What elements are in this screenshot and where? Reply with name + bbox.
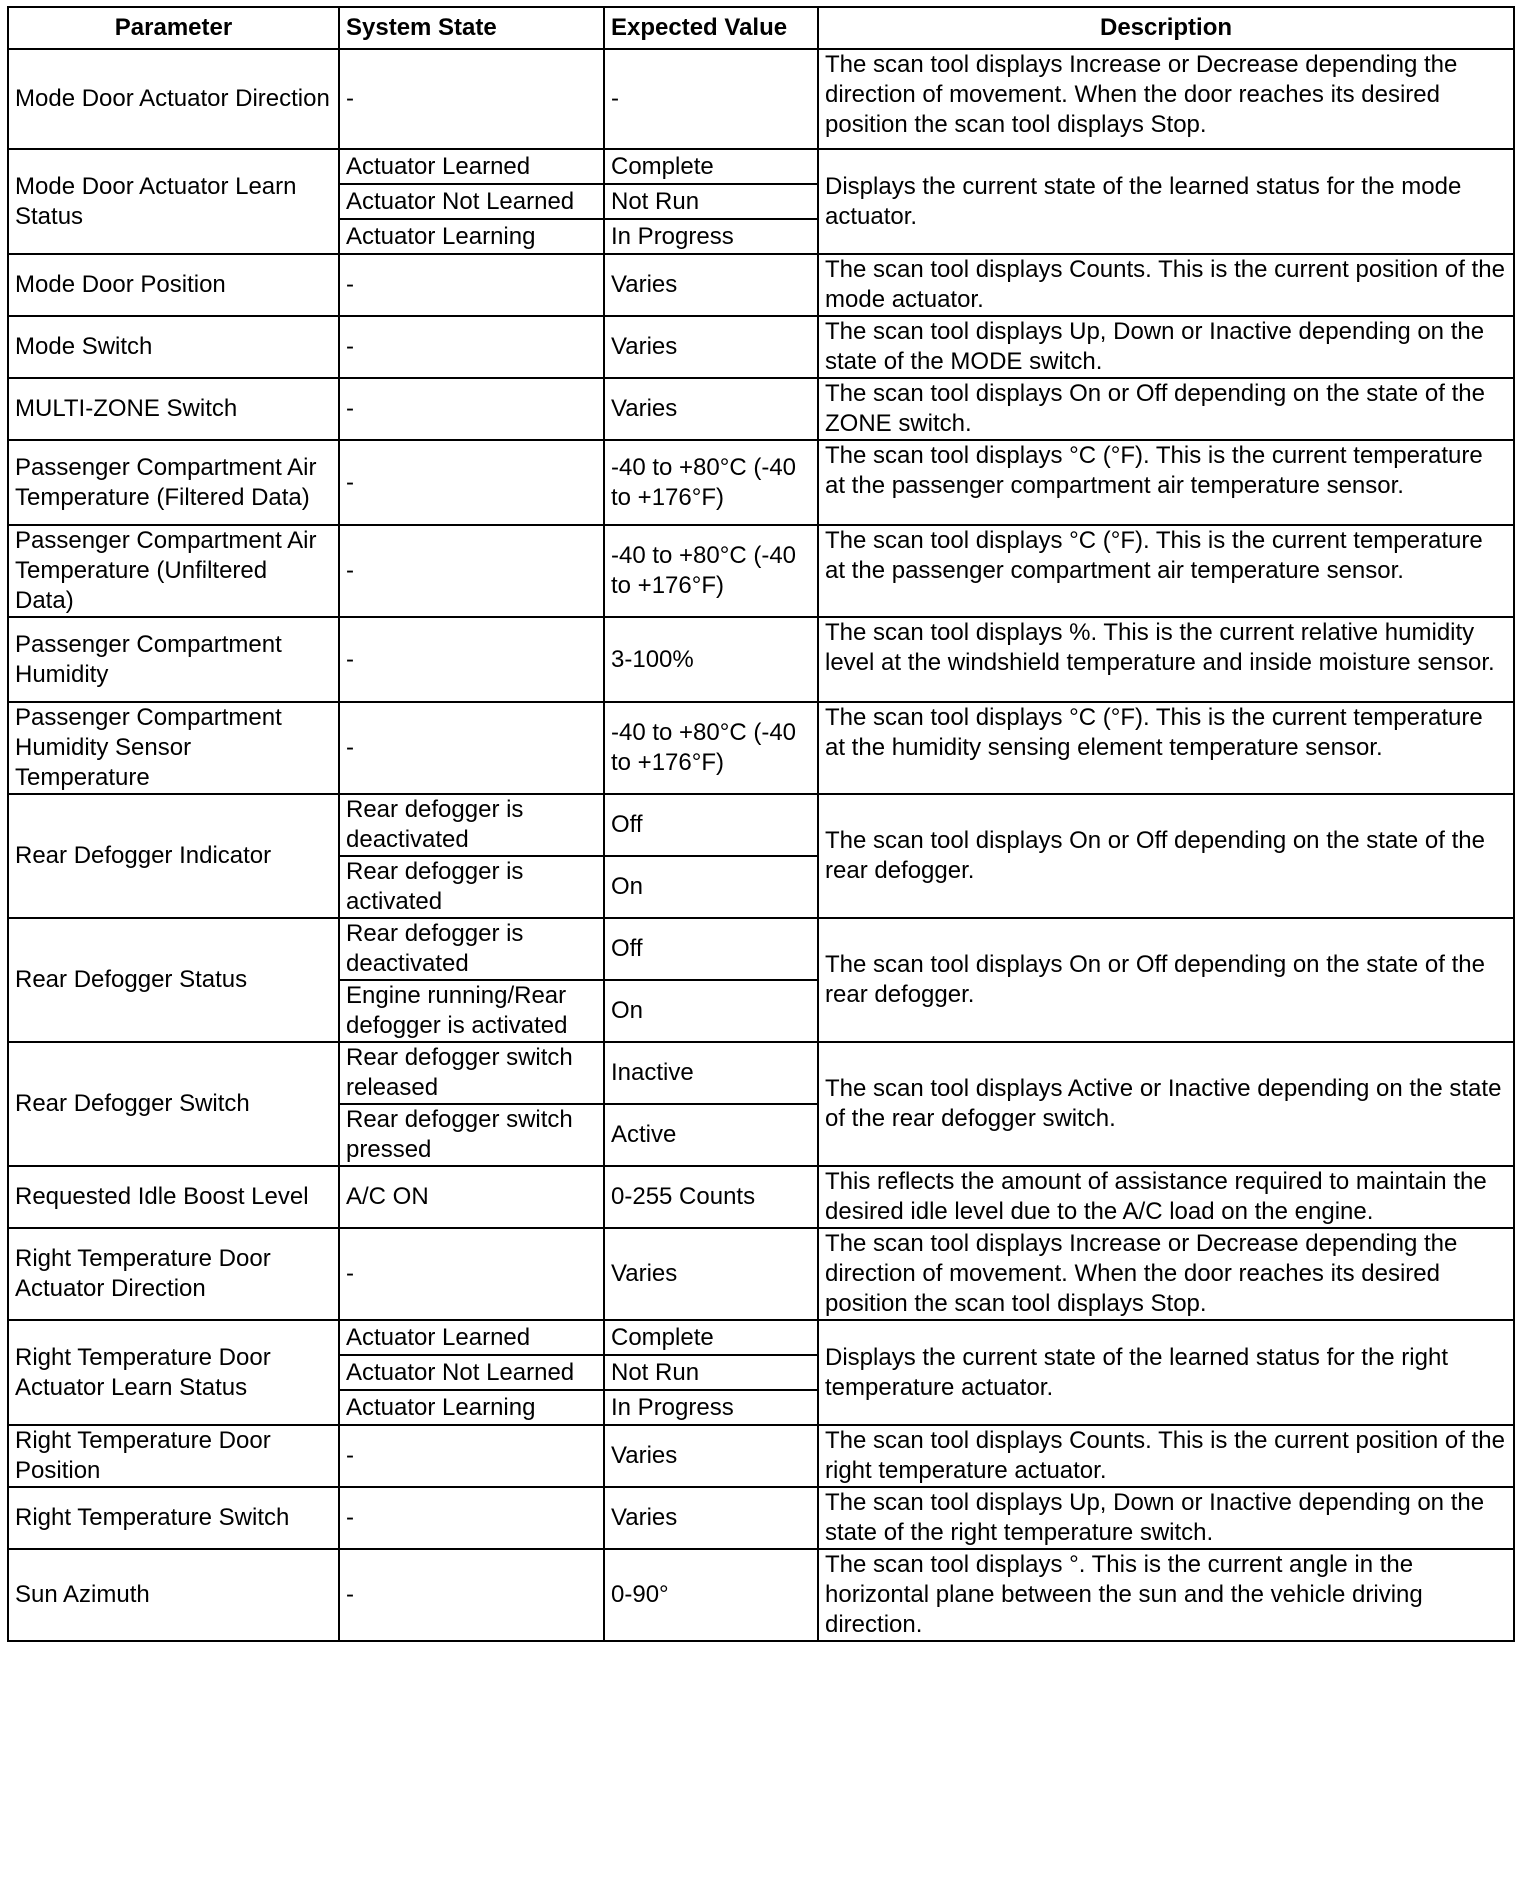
system-state-cell: Engine running/Rear defogger is activated — [339, 980, 604, 1042]
expected-value-cell: Varies — [604, 1487, 818, 1549]
system-state-cell: - — [339, 702, 604, 794]
description-cell: The scan tool displays Increase or Decrease depending the direction of movement. When the door reaches its desired position the scan tool displays Stop. — [818, 49, 1514, 149]
expected-value-cell: Complete — [604, 1320, 818, 1355]
table-row — [8, 1487, 1514, 1549]
expected-value-cell: -40 to +80°C (-40 to +176°F) — [604, 525, 818, 617]
expected-value-cell: Varies — [604, 1228, 818, 1320]
description-cell: The scan tool displays Active or Inactive depending on the state of the rear defogger switch. — [818, 1042, 1514, 1166]
table-row — [8, 1042, 1514, 1104]
system-state-cell: - — [339, 1487, 604, 1549]
parameter-cell: Passenger Compartment Air Temperature (Unfiltered Data) — [8, 525, 339, 617]
parameter-cell: Mode Door Actuator Direction — [8, 49, 339, 149]
system-state-cell: Actuator Not Learned — [339, 1355, 604, 1390]
system-state-cell: Actuator Learned — [339, 1320, 604, 1355]
system-state-cell: Rear defogger switch pressed — [339, 1104, 604, 1166]
parameter-cell: Passenger Compartment Humidity — [8, 617, 339, 702]
system-state-cell: - — [339, 378, 604, 440]
description-cell: This reflects the amount of assistance required to maintain the desired idle level due to the A/C load on the engine. — [818, 1166, 1514, 1228]
system-state-cell: - — [339, 1228, 604, 1320]
expected-value-cell: Active — [604, 1104, 818, 1166]
table-row — [8, 525, 1514, 617]
description-cell: The scan tool displays Counts. This is the current position of the mode actuator. — [818, 254, 1514, 316]
table-row — [8, 617, 1514, 702]
system-state-cell: Rear defogger is deactivated — [339, 918, 604, 980]
table-row — [8, 1320, 1514, 1355]
expected-value-cell: On — [604, 856, 818, 918]
table-row — [8, 49, 1514, 149]
expected-value-cell: On — [604, 980, 818, 1042]
expected-value-cell: 0-255 Counts — [604, 1166, 818, 1228]
parameter-cell: Passenger Compartment Air Temperature (Filtered Data) — [8, 440, 339, 525]
system-state-cell: Rear defogger switch released — [339, 1042, 604, 1104]
parameter-table — [7, 6, 1515, 1642]
parameter-cell: Right Temperature Door Actuator Direction — [8, 1228, 339, 1320]
description-cell: The scan tool displays °C (°F). This is the current temperature at the passenger compartment air temperature sensor. — [818, 440, 1514, 525]
system-state-cell: Actuator Learning — [339, 219, 604, 254]
parameter-cell: Right Temperature Door Position — [8, 1425, 339, 1487]
system-state-cell: - — [339, 525, 604, 617]
parameter-cell: Rear Defogger Indicator — [8, 794, 339, 918]
expected-value-cell: Varies — [604, 316, 818, 378]
parameter-cell: Right Temperature Door Actuator Learn Status — [8, 1320, 339, 1425]
system-state-cell: - — [339, 617, 604, 702]
description-cell: The scan tool displays Counts. This is the current position of the right temperature actuator. — [818, 1425, 1514, 1487]
expected-value-cell: Varies — [604, 378, 818, 440]
parameter-cell: Right Temperature Switch — [8, 1487, 339, 1549]
expected-value-cell: Varies — [604, 1425, 818, 1487]
expected-value-cell: -40 to +80°C (-40 to +176°F) — [604, 440, 818, 525]
description-cell: The scan tool displays Increase or Decrease depending the direction of movement. When the door reaches its desired position the scan tool displays Stop. — [818, 1228, 1514, 1320]
description-cell: The scan tool displays °. This is the current angle in the horizontal plane between the sun and the vehicle driving direction. — [818, 1549, 1514, 1641]
description-cell: The scan tool displays °C (°F). This is the current temperature at the passenger compartment air temperature sensor. — [818, 525, 1514, 617]
parameter-cell: Rear Defogger Switch — [8, 1042, 339, 1166]
system-state-cell: Actuator Learning — [339, 1390, 604, 1425]
table-row — [8, 702, 1514, 794]
table-row — [8, 1228, 1514, 1320]
table-row — [8, 1166, 1514, 1228]
description-cell: The scan tool displays Up, Down or Inactive depending on the state of the MODE switch. — [818, 316, 1514, 378]
parameter-cell: Requested Idle Boost Level — [8, 1166, 339, 1228]
description-cell: Displays the current state of the learned status for the mode actuator. — [818, 149, 1514, 254]
description-cell: Displays the current state of the learned status for the right temperature actuator. — [818, 1320, 1514, 1425]
expected-value-cell: Off — [604, 918, 818, 980]
header-expected-value: Expected Value — [604, 7, 818, 49]
system-state-cell: - — [339, 254, 604, 316]
description-cell: The scan tool displays On or Off depending on the state of the rear defogger. — [818, 794, 1514, 918]
document-page — [7, 6, 1513, 1642]
table-row — [8, 378, 1514, 440]
expected-value-cell: Off — [604, 794, 818, 856]
parameter-cell: Passenger Compartment Humidity Sensor Temperature — [8, 702, 339, 794]
system-state-cell: Actuator Not Learned — [339, 184, 604, 219]
table-row — [8, 149, 1514, 184]
expected-value-cell: Inactive — [604, 1042, 818, 1104]
description-cell: The scan tool displays On or Off depending on the state of the ZONE switch. — [818, 378, 1514, 440]
expected-value-cell: Complete — [604, 149, 818, 184]
parameter-cell: Mode Door Actuator Learn Status — [8, 149, 339, 254]
expected-value-cell: -40 to +80°C (-40 to +176°F) — [604, 702, 818, 794]
system-state-cell: - — [339, 316, 604, 378]
system-state-cell: - — [339, 49, 604, 149]
parameter-cell: MULTI-ZONE Switch — [8, 378, 339, 440]
expected-value-cell: In Progress — [604, 219, 818, 254]
system-state-cell: Rear defogger is activated — [339, 856, 604, 918]
header-parameter: Parameter — [8, 7, 339, 49]
description-cell: The scan tool displays Up, Down or Inactive depending on the state of the right temperature switch. — [818, 1487, 1514, 1549]
header-system-state: System State — [339, 7, 604, 49]
system-state-cell: Actuator Learned — [339, 149, 604, 184]
parameter-cell: Sun Azimuth — [8, 1549, 339, 1641]
expected-value-cell: 3-100% — [604, 617, 818, 702]
table-header-row — [8, 7, 1514, 49]
table-row — [8, 794, 1514, 856]
expected-value-cell: Not Run — [604, 184, 818, 219]
parameter-cell: Mode Door Position — [8, 254, 339, 316]
expected-value-cell: Varies — [604, 254, 818, 316]
system-state-cell: - — [339, 1425, 604, 1487]
description-cell: The scan tool displays On or Off depending on the state of the rear defogger. — [818, 918, 1514, 1042]
table-row — [8, 254, 1514, 316]
header-description: Description — [818, 7, 1514, 49]
table-row — [8, 1549, 1514, 1641]
description-cell: The scan tool displays °C (°F). This is the current temperature at the humidity sensing element temperature sensor. — [818, 702, 1514, 794]
system-state-cell: - — [339, 440, 604, 525]
parameter-cell: Mode Switch — [8, 316, 339, 378]
table-row — [8, 918, 1514, 980]
system-state-cell: Rear defogger is deactivated — [339, 794, 604, 856]
system-state-cell: A/C ON — [339, 1166, 604, 1228]
expected-value-cell: In Progress — [604, 1390, 818, 1425]
expected-value-cell: - — [604, 49, 818, 149]
table-body — [8, 49, 1514, 1641]
expected-value-cell: Not Run — [604, 1355, 818, 1390]
table-row — [8, 316, 1514, 378]
expected-value-cell: 0-90° — [604, 1549, 818, 1641]
table-row — [8, 440, 1514, 525]
parameter-cell: Rear Defogger Status — [8, 918, 339, 1042]
table-row — [8, 1425, 1514, 1487]
system-state-cell: - — [339, 1549, 604, 1641]
description-cell: The scan tool displays %. This is the current relative humidity level at the windshield temperature and inside moisture sensor. — [818, 617, 1514, 702]
